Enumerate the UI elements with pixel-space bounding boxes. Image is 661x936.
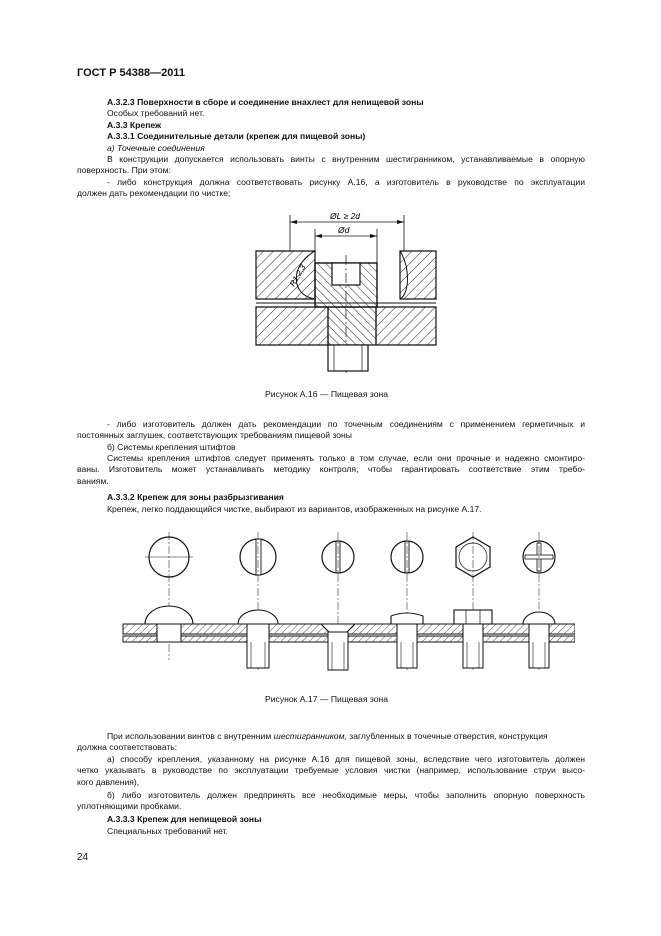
slotted-cheese-head-section (391, 613, 423, 624)
paragraph-continuation: уплотняющими пробками. (77, 801, 182, 811)
text-run: При использовании винтов с внутренним (107, 731, 274, 741)
heading-a332: А.3.3.2 Крепеж для зоны разбрызгивания (107, 492, 284, 502)
paragraph-continuation: поверхность. При этом: (77, 165, 171, 175)
hex-head-section (454, 610, 492, 624)
figure-a17-caption: Рисунок А.17 — Пищевая зона (265, 694, 389, 704)
list-item: а) способу крепления, указанному на рисунке А.16 для пищевой зоны, вследствие чего изготовитель должен (107, 754, 585, 764)
screw-shank (328, 307, 376, 345)
paragraph-continuation: кого давления), (77, 777, 140, 787)
paragraph-continuation: должна соответствовать: (77, 742, 178, 752)
paragraph-continuation: четко указывать в руководстве по эксплуатации требуемые условия чистки (например, использование струи высо- (77, 765, 585, 775)
heading-a33: А.3.3 Крепеж (107, 120, 162, 130)
dimension-outer: ØL ≥ 2d (330, 211, 361, 221)
plain-round-head-section (145, 606, 193, 624)
paragraph: В конструкции допускается использовать винты с внутренним шестигранником, устанавливаемые в опорную (107, 154, 585, 164)
text-run-italic: шестигранником (273, 731, 345, 741)
paragraph: Крепеж, легко поддающийся чистке, выбирают из вариантов, изображенных на рисунке А.17. (107, 504, 482, 514)
list-item: - либо изготовитель должен дать рекомендации по точечным соединениям с применением герметичных и (107, 419, 585, 429)
list-item: а) Точечные соединения (107, 143, 205, 153)
paragraph (107, 731, 548, 742)
paragraph: Специальных требований нет. (107, 826, 228, 836)
heading-a331: А.3.3.1 Соединительные детали (крепеж для пищевой зоны) (107, 131, 366, 141)
cross-recess-head-section (523, 612, 555, 624)
heading-a323: А.3.2.3 Поверхности в сборе и соединение внахлест для непищевой зоны (107, 97, 424, 107)
dimension-inner: Ød (338, 225, 350, 235)
list-item: - либо конструкция должна соответствовать рисунку А.16, а изготовитель в руководстве по эксплуатации (107, 177, 585, 187)
page-number: 24 (77, 852, 89, 863)
paragraph: Системы крепления штифтов следует применять только в том случае, если они прочные и надежно смонтиро- (107, 453, 585, 463)
lower-plate (256, 307, 328, 345)
heading-a333: А.3.3.3 Крепеж для непищевой зоны (107, 814, 262, 824)
paragraph-continuation: ваны. Изготовитель может устанавливать методику контроля, чтобы гарантировать соответствие этим требо- (77, 464, 585, 474)
paragraph-continuation: постоянных заглушек, соответствующих требованиям пищевой зоны (77, 430, 352, 440)
list-item: б) Системы крепления штифтов (107, 442, 236, 452)
paragraph: Особых требований нет. (107, 108, 205, 118)
document-header: ГОСТ Р 54388—2011 (77, 67, 185, 79)
figure-a16 (250, 205, 470, 375)
lower-plate (376, 307, 436, 345)
slotted-round-head-section (238, 610, 278, 624)
figure-a16-caption: Рисунок А.16 — Пищевая зона (265, 389, 389, 399)
list-item: б) либо изготовитель должен предпринять все необходимые меры, чтобы заполнить опорную поверхность (107, 790, 585, 800)
paragraph-continuation: должен дать рекомендации по чистке; (77, 188, 231, 198)
text-run: , заглубленных в точечные отверстия, конструкция (344, 731, 548, 741)
paragraph-continuation: ваниям. (77, 476, 109, 486)
section-plate-lower (123, 636, 575, 642)
figure-a17 (105, 520, 575, 680)
radius-label: R1,2,3 (287, 263, 308, 288)
